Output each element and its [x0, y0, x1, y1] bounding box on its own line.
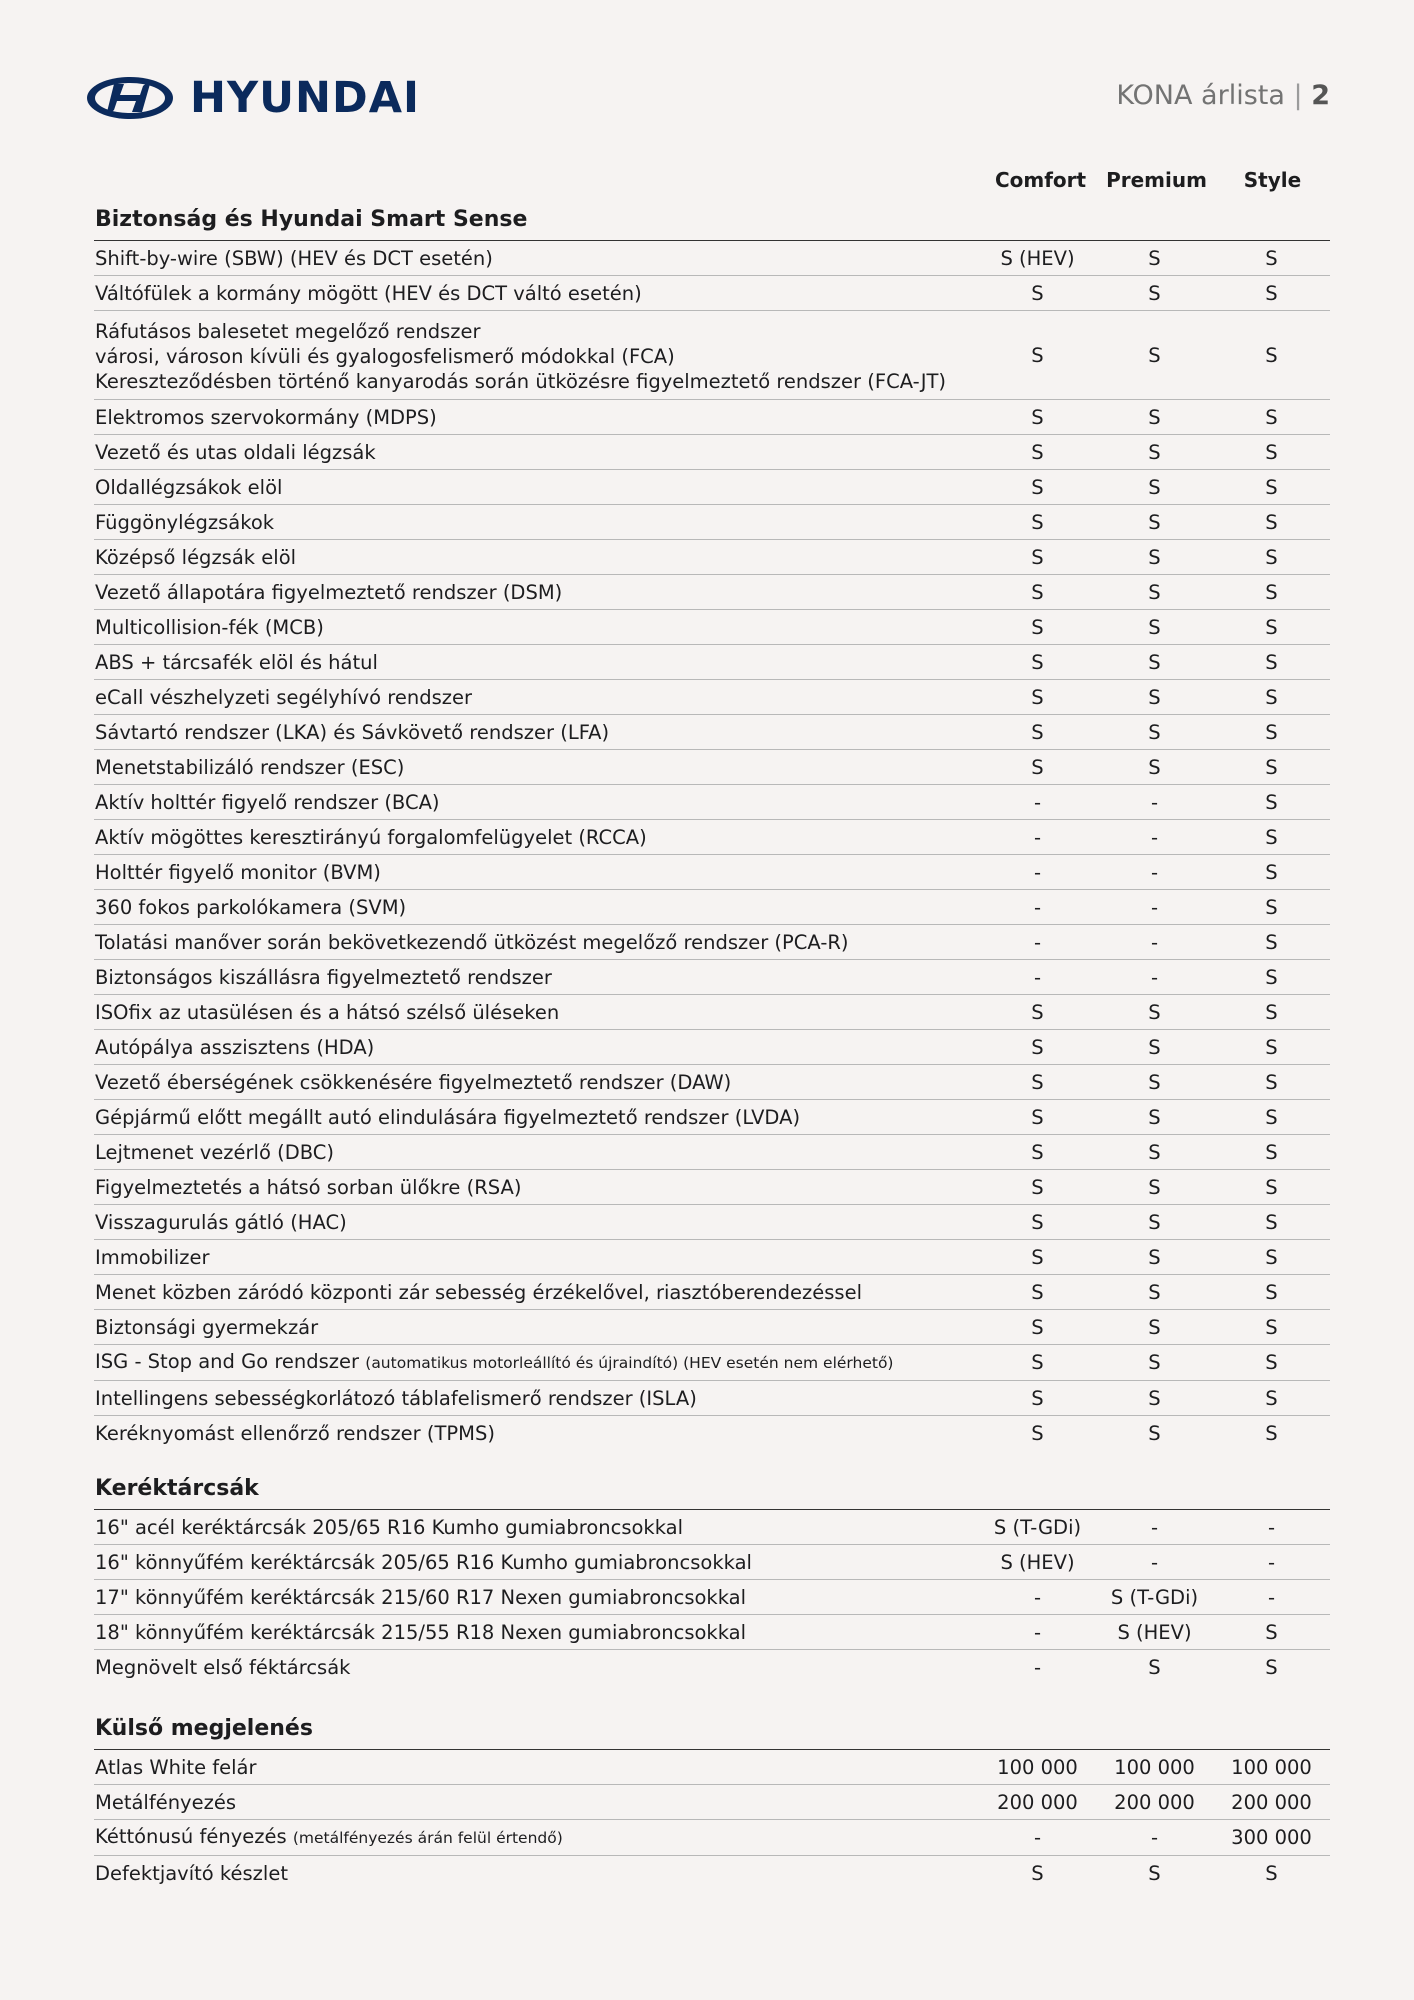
table-row: [94, 715, 1330, 750]
table-row: [94, 785, 1330, 820]
row-label-text: Vezető éberségének csökkenésére figyelmeztető rendszer (DAW): [95, 1070, 732, 1094]
cell-comfort: S: [1031, 1421, 1044, 1445]
row-label: [94, 1581, 979, 1614]
cell-premium: S: [1148, 1035, 1161, 1059]
cell-premium: S: [1148, 1280, 1161, 1304]
cell-comfort: S (HEV): [1000, 1550, 1075, 1574]
table-row: [94, 575, 1330, 610]
table-row: [94, 995, 1330, 1030]
cell-comfort: S: [1031, 1000, 1044, 1024]
cell-premium: -: [1150, 965, 1159, 989]
cell-style: S: [1265, 1421, 1278, 1445]
table-row: [94, 890, 1330, 925]
row-label-text: 360 fokos parkolókamera (SVM): [95, 895, 407, 919]
row-label-text: Visszagurulás gátló (HAC): [95, 1210, 347, 1234]
page-number: 2: [1311, 80, 1330, 111]
cell-premium: S: [1148, 1421, 1161, 1445]
row-label: [94, 646, 979, 679]
row-label: [94, 751, 979, 784]
table-row: [94, 610, 1330, 645]
row-label: [94, 436, 979, 469]
row-label: [94, 1136, 979, 1169]
row-label-text: ISG - Stop and Go rendszer: [95, 1350, 360, 1373]
cell-style: S: [1265, 1861, 1278, 1885]
cell-style: -: [1267, 1585, 1276, 1609]
table-row: [94, 1416, 1330, 1450]
cell-comfort: S: [1031, 545, 1044, 569]
cell-style: S: [1265, 1620, 1278, 1644]
row-label: [94, 996, 979, 1029]
table-row: [94, 1381, 1330, 1416]
table-row: [94, 1065, 1330, 1100]
row-label-text: Aktív holttér figyelő rendszer (BCA): [95, 790, 440, 814]
cell-style: S: [1265, 343, 1278, 367]
title-separator: |: [1293, 80, 1303, 111]
table-row: [94, 960, 1330, 995]
row-label-text: Intellingens sebességkorlátozó táblafelismerő rendszer (ISLA): [95, 1386, 697, 1410]
row-label: [94, 242, 979, 275]
table-row: [94, 1580, 1330, 1615]
cell-comfort: S: [1031, 650, 1044, 674]
section-safety: [94, 205, 1330, 1450]
row-label-text: Középső légzsák elöl: [95, 545, 297, 569]
row-label: [94, 1276, 979, 1309]
row-label: [94, 541, 979, 574]
row-label-text: Aktív mögöttes keresztirányú forgalomfelügyelet (RCCA): [95, 825, 647, 849]
row-label: [94, 1031, 979, 1064]
cell-premium: S: [1148, 405, 1161, 429]
table-row: [94, 241, 1330, 276]
cell-comfort: S: [1031, 615, 1044, 639]
row-note: (metálfényezés árán felül értendő): [292, 1829, 563, 1847]
row-label-text: Figyelmeztetés a hátsó sorban ülőkre (RSA): [95, 1175, 522, 1199]
row-label-text: 18" könnyűfém keréktárcsák 215/55 R18 Nexen gumiabroncsokkal: [95, 1620, 747, 1644]
cell-comfort: -: [1033, 1826, 1042, 1849]
table-row: [94, 820, 1330, 855]
cell-comfort: S: [1031, 1245, 1044, 1269]
cell-premium: S: [1148, 545, 1161, 569]
cell-comfort: S: [1031, 1280, 1044, 1304]
row-label: [94, 401, 979, 434]
row-label-text: Tolatási manőver során bekövetkezendő ütközést megelőző rendszer (PCA-R): [95, 930, 849, 954]
cell-premium: S: [1148, 343, 1161, 367]
row-label: [94, 277, 979, 310]
cell-comfort: -: [1033, 965, 1042, 989]
cell-style: S: [1265, 720, 1278, 744]
cell-style: S: [1265, 1655, 1278, 1679]
cell-premium: S: [1148, 246, 1161, 270]
cell-style: S: [1265, 1351, 1278, 1374]
cell-comfort: S: [1031, 755, 1044, 779]
cell-comfort: -: [1033, 825, 1042, 849]
cell-premium: S: [1148, 1315, 1161, 1339]
cell-premium: S (T-GDi): [1110, 1585, 1199, 1609]
cell-comfort: 100 000: [997, 1755, 1078, 1779]
cell-premium: -: [1150, 895, 1159, 919]
row-label-text: Immobilizer: [95, 1245, 210, 1269]
table-row: [94, 1310, 1330, 1345]
cell-style: -: [1267, 1515, 1276, 1539]
table-row: [94, 1100, 1330, 1135]
row-label-text: Shift-by-wire (SBW) (HEV és DCT esetén): [95, 246, 493, 270]
cell-style: S: [1265, 1105, 1278, 1129]
row-label-text: ABS + tárcsafék elöl és hátul: [95, 650, 378, 674]
row-note: (automatikus motorleállító és újraindító) (HEV esetén nem elérhető): [365, 1354, 894, 1372]
page-header: [84, 72, 1330, 128]
cell-premium: S: [1148, 281, 1161, 305]
document-title: [1116, 80, 1330, 111]
table-row: [94, 1030, 1330, 1065]
cell-style: S: [1265, 246, 1278, 270]
cell-comfort: -: [1033, 860, 1042, 884]
cell-premium: S: [1148, 1861, 1161, 1885]
cell-premium: S: [1148, 510, 1161, 534]
cell-premium: S: [1148, 1386, 1161, 1410]
cell-style: S: [1265, 475, 1278, 499]
table-row: [94, 645, 1330, 680]
row-label: [94, 1820, 979, 1855]
cell-premium: S: [1148, 440, 1161, 464]
cell-premium: S: [1148, 1351, 1161, 1374]
cell-comfort: S: [1031, 685, 1044, 709]
table-row: [94, 1750, 1330, 1785]
row-label: [94, 891, 979, 924]
cell-style: S: [1265, 790, 1278, 814]
cell-premium: S: [1148, 1655, 1161, 1679]
row-label: [94, 1786, 979, 1819]
cell-style: S: [1265, 1315, 1278, 1339]
row-label: [94, 1382, 979, 1415]
cell-premium: S: [1148, 580, 1161, 604]
cell-comfort: S: [1031, 1105, 1044, 1129]
row-label: [94, 1241, 979, 1274]
cell-style: S: [1265, 650, 1278, 674]
cell-style: S: [1265, 825, 1278, 849]
cell-premium: -: [1150, 825, 1159, 849]
row-label-text: Kéttónusú fényezés: [95, 1825, 287, 1848]
table-row: [94, 1545, 1330, 1580]
section-title: Külső megjelenés: [95, 1716, 313, 1741]
cell-comfort: -: [1033, 895, 1042, 919]
cell-comfort: S: [1031, 580, 1044, 604]
cell-comfort: 200 000: [997, 1790, 1078, 1814]
cell-comfort: S (T-GDi): [993, 1515, 1082, 1539]
cell-premium: S (HEV): [1117, 1620, 1192, 1644]
row-label-text: Menet közben záródó központi zár sebesség érzékelővel, riasztóberendezéssel: [95, 1280, 863, 1304]
row-label: [94, 1417, 979, 1450]
row-label-text: Lejtmenet vezérlő (DBC): [95, 1140, 334, 1164]
row-label-text: Megnövelt első féktárcsák: [95, 1655, 351, 1679]
row-label-text: 17" könnyűfém keréktárcsák 215/60 R17 Nexen gumiabroncsokkal: [95, 1585, 747, 1609]
row-label-text: Vezető állapotára figyelmeztető rendszer (DSM): [95, 580, 563, 604]
cell-comfort: S: [1031, 1035, 1044, 1059]
cell-style: S: [1265, 1210, 1278, 1234]
row-label-text: 16" acél keréktárcsák 205/65 R16 Kumho gumiabroncsokkal: [95, 1515, 684, 1539]
cell-comfort: S: [1031, 1140, 1044, 1164]
row-label: [94, 611, 979, 644]
doc-title-text: KONA árlista: [1116, 80, 1285, 111]
cell-comfort: S: [1031, 1386, 1044, 1410]
table-row: [94, 470, 1330, 505]
table-row: [94, 1275, 1330, 1310]
cell-style: S: [1265, 281, 1278, 305]
table-row: [94, 680, 1330, 715]
cell-style: S: [1265, 1386, 1278, 1410]
row-label-text: 16" könnyűfém keréktárcsák 205/65 R16 Kumho gumiabroncsokkal: [95, 1550, 752, 1574]
cell-comfort: S: [1031, 281, 1044, 305]
cell-style: -: [1267, 1550, 1276, 1574]
cell-comfort: S: [1031, 1861, 1044, 1885]
table-row: [94, 1240, 1330, 1275]
table-row: [94, 311, 1330, 400]
cell-style: S: [1265, 545, 1278, 569]
cell-style: 200 000: [1231, 1790, 1312, 1814]
cell-premium: S: [1148, 615, 1161, 639]
cell-comfort: -: [1033, 1620, 1042, 1644]
cell-premium: S: [1148, 1070, 1161, 1094]
cell-style: S: [1265, 440, 1278, 464]
cell-style: S: [1265, 685, 1278, 709]
cell-style: S: [1265, 1000, 1278, 1024]
cell-comfort: S: [1031, 1351, 1044, 1374]
table-row: [94, 1785, 1330, 1820]
table-row: [94, 435, 1330, 470]
cell-style: S: [1265, 1245, 1278, 1269]
row-label-text: Vezető és utas oldali légzsák: [95, 440, 376, 464]
cell-premium: -: [1150, 1826, 1159, 1849]
cell-style: S: [1265, 895, 1278, 919]
row-label: [94, 1345, 979, 1380]
cell-premium: S: [1148, 1105, 1161, 1129]
brand-wordmark: HYUNDAI: [190, 72, 420, 123]
row-label: [94, 716, 979, 749]
row-label: [94, 1511, 979, 1544]
row-label: [94, 576, 979, 609]
row-label: [94, 681, 979, 714]
table-row: [94, 1615, 1330, 1650]
row-label-text: Multicollision-fék (MCB): [95, 615, 324, 639]
section-title: Biztonság és Hyundai Smart Sense: [95, 207, 528, 232]
table-row: [94, 400, 1330, 435]
cell-comfort: -: [1033, 930, 1042, 954]
cell-style: S: [1265, 755, 1278, 779]
row-label: [94, 311, 979, 399]
table-row: [94, 1135, 1330, 1170]
section-title: Keréktárcsák: [95, 1476, 259, 1501]
table-row: [94, 1650, 1330, 1684]
row-label-text: Váltófülek a kormány mögött (HEV és DCT váltó esetén): [95, 281, 642, 305]
row-label-line: városi, városon kívüli és gyalogosfelismerő módokkal (FCA): [95, 345, 675, 368]
row-label: [94, 1651, 979, 1684]
row-label: [94, 821, 979, 854]
cell-style: 100 000: [1231, 1755, 1312, 1779]
cell-premium: S: [1148, 650, 1161, 674]
cell-comfort: -: [1033, 1655, 1042, 1679]
cell-comfort: S (HEV): [1000, 246, 1075, 270]
row-label: [94, 506, 979, 539]
cell-style: S: [1265, 930, 1278, 954]
cell-style: S: [1265, 1280, 1278, 1304]
section-exterior: [94, 1714, 1330, 1890]
row-label: [94, 471, 979, 504]
column-header-premium: Premium: [1106, 168, 1207, 192]
cell-style: S: [1265, 1070, 1278, 1094]
table-row: [94, 855, 1330, 890]
cell-premium: S: [1148, 720, 1161, 744]
row-label: [94, 1171, 979, 1204]
row-label-text: Elektromos szervokormány (MDPS): [95, 405, 437, 429]
cell-style: S: [1265, 1175, 1278, 1199]
hyundai-logo: [84, 72, 420, 124]
row-label-text: Holttér figyelő monitor (BVM): [95, 860, 381, 884]
cell-style: S: [1265, 615, 1278, 639]
row-label-text: Gépjármű előtt megállt autó elindulására figyelmeztető rendszer (LVDA): [95, 1105, 801, 1129]
row-label-text: Autópálya asszisztens (HDA): [95, 1035, 375, 1059]
cell-style: S: [1265, 965, 1278, 989]
row-label-text: Keréknyomást ellenőrző rendszer (TPMS): [95, 1421, 495, 1445]
row-label: [94, 926, 979, 959]
cell-style: S: [1265, 510, 1278, 534]
cell-style: S: [1265, 580, 1278, 604]
cell-premium: -: [1150, 860, 1159, 884]
row-label: [94, 856, 979, 889]
row-label-line: Kereszteződésben történő kanyarodás során ütközésre figyelmeztető rendszer (FCA-JT): [95, 370, 947, 393]
cell-comfort: S: [1031, 510, 1044, 534]
cell-premium: -: [1150, 790, 1159, 814]
row-label-text: Sávtartó rendszer (LKA) és Sávkövető rendszer (LFA): [95, 720, 610, 744]
column-header-comfort: Comfort: [994, 168, 1087, 192]
row-label-text: Atlas White felár: [95, 1755, 257, 1779]
cell-premium: S: [1148, 1175, 1161, 1199]
table-row: [94, 1205, 1330, 1240]
cell-premium: -: [1150, 930, 1159, 954]
row-label: [94, 1101, 979, 1134]
cell-premium: -: [1150, 1550, 1159, 1574]
cell-style: S: [1265, 1035, 1278, 1059]
row-label: [94, 1066, 979, 1099]
cell-premium: S: [1148, 755, 1161, 779]
hyundai-emblem-icon: [84, 74, 176, 122]
section-wheels: [94, 1474, 1330, 1684]
table-row: [94, 750, 1330, 785]
table-row: [94, 1345, 1330, 1381]
cell-style: S: [1265, 1140, 1278, 1164]
row-label: [94, 1751, 979, 1784]
cell-comfort: S: [1031, 1070, 1044, 1094]
cell-premium: 200 000: [1114, 1790, 1195, 1814]
table-row: [94, 1820, 1330, 1856]
row-label: [94, 1206, 979, 1239]
cell-comfort: S: [1031, 1210, 1044, 1234]
cell-style: S: [1265, 405, 1278, 429]
row-label-text: Defektjavító készlet: [95, 1861, 288, 1885]
row-label: [94, 1546, 979, 1579]
row-label: [94, 786, 979, 819]
row-label-text: Biztonságos kiszállásra figyelmeztető rendszer: [95, 965, 552, 989]
row-label: [94, 1857, 979, 1890]
cell-comfort: S: [1031, 1315, 1044, 1339]
cell-premium: S: [1148, 1000, 1161, 1024]
cell-comfort: S: [1031, 720, 1044, 744]
row-label-text: Menetstabilizáló rendszer (ESC): [95, 755, 405, 779]
row-label: [94, 961, 979, 994]
column-header-style: Style: [1243, 168, 1302, 192]
cell-comfort: S: [1031, 1175, 1044, 1199]
cell-style: S: [1265, 860, 1278, 884]
cell-comfort: S: [1031, 343, 1044, 367]
cell-comfort: -: [1033, 790, 1042, 814]
row-label-text: eCall vészhelyzeti segélyhívó rendszer: [95, 685, 473, 709]
table-row: [94, 1170, 1330, 1205]
row-label: [94, 1311, 979, 1344]
cell-premium: S: [1148, 1140, 1161, 1164]
table-row: [94, 1856, 1330, 1890]
table-row: [94, 276, 1330, 311]
cell-premium: 100 000: [1114, 1755, 1195, 1779]
cell-comfort: -: [1033, 1585, 1042, 1609]
cell-premium: S: [1148, 1245, 1161, 1269]
cell-comfort: S: [1031, 440, 1044, 464]
cell-premium: S: [1148, 475, 1161, 499]
table-row: [94, 540, 1330, 575]
cell-premium: S: [1148, 685, 1161, 709]
table-row: [94, 1510, 1330, 1545]
row-label-text: Függönylégzsákok: [95, 510, 275, 534]
cell-premium: -: [1150, 1515, 1159, 1539]
row-label-text: Metálfényezés: [95, 1790, 236, 1814]
table-row: [94, 925, 1330, 960]
row-label-text: ISOfix az utasülésen és a hátsó szélső üléseken: [95, 1000, 560, 1024]
cell-comfort: S: [1031, 405, 1044, 429]
row-label-text: Oldallégzsákok elöl: [95, 475, 283, 499]
cell-style: 300 000: [1231, 1826, 1312, 1849]
cell-premium: S: [1148, 1210, 1161, 1234]
row-label: [94, 1616, 979, 1649]
row-label-text: Ráfutásos balesetet megelőző rendszer: [95, 320, 481, 343]
row-label-text: Biztonsági gyermekzár: [95, 1315, 319, 1339]
cell-comfort: S: [1031, 475, 1044, 499]
table-row: [94, 505, 1330, 540]
